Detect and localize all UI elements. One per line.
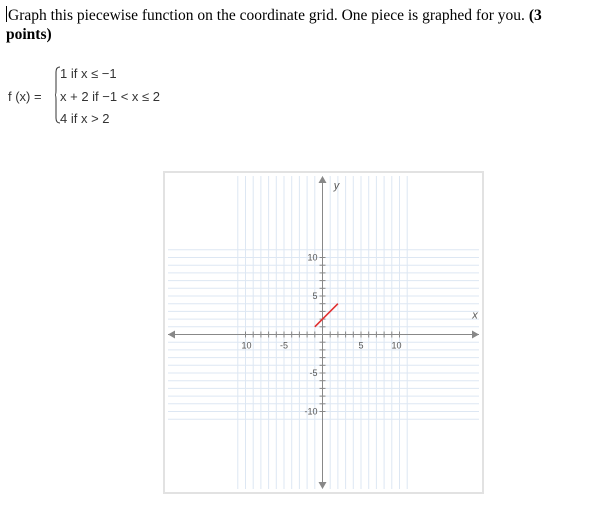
x-axis-left-arrow-icon <box>168 331 175 339</box>
y-axis-label: y <box>333 180 340 192</box>
graph-canvas[interactable] <box>165 173 482 492</box>
function-case-3: 4 if x > 2 <box>60 111 110 126</box>
y-tick-label: -10 <box>304 406 318 417</box>
x-tick-label: 10 <box>391 340 402 351</box>
function-lhs: f (x) = <box>8 89 42 104</box>
y-axis-down-arrow-icon <box>319 482 327 489</box>
graphed-piece-line <box>315 304 338 327</box>
question-text-block <box>6 6 591 44</box>
y-axis-up-arrow-icon <box>319 176 327 183</box>
text-cursor <box>6 6 7 22</box>
question-points: (3 points) <box>6 7 542 43</box>
x-axis-label: x <box>472 309 478 322</box>
x-tick-label: 10 <box>241 340 252 351</box>
coordinate-grid[interactable] <box>163 171 484 494</box>
function-case-2: x + 2 if −1 < x ≤ 2 <box>60 89 160 104</box>
y-tick-label: 10 <box>307 252 318 263</box>
function-case-1: 1 if x ≤ −1 <box>60 66 117 81</box>
x-tick-label: 5 <box>358 340 364 351</box>
x-tick-label: -5 <box>279 340 289 351</box>
question-text: Graph this piecewise function on the coordinate grid. One piece is graphed for you. <box>8 7 525 24</box>
x-axis-right-arrow-icon <box>472 331 479 339</box>
y-tick-label: 5 <box>312 291 318 301</box>
y-tick-label: -5 <box>309 368 318 378</box>
